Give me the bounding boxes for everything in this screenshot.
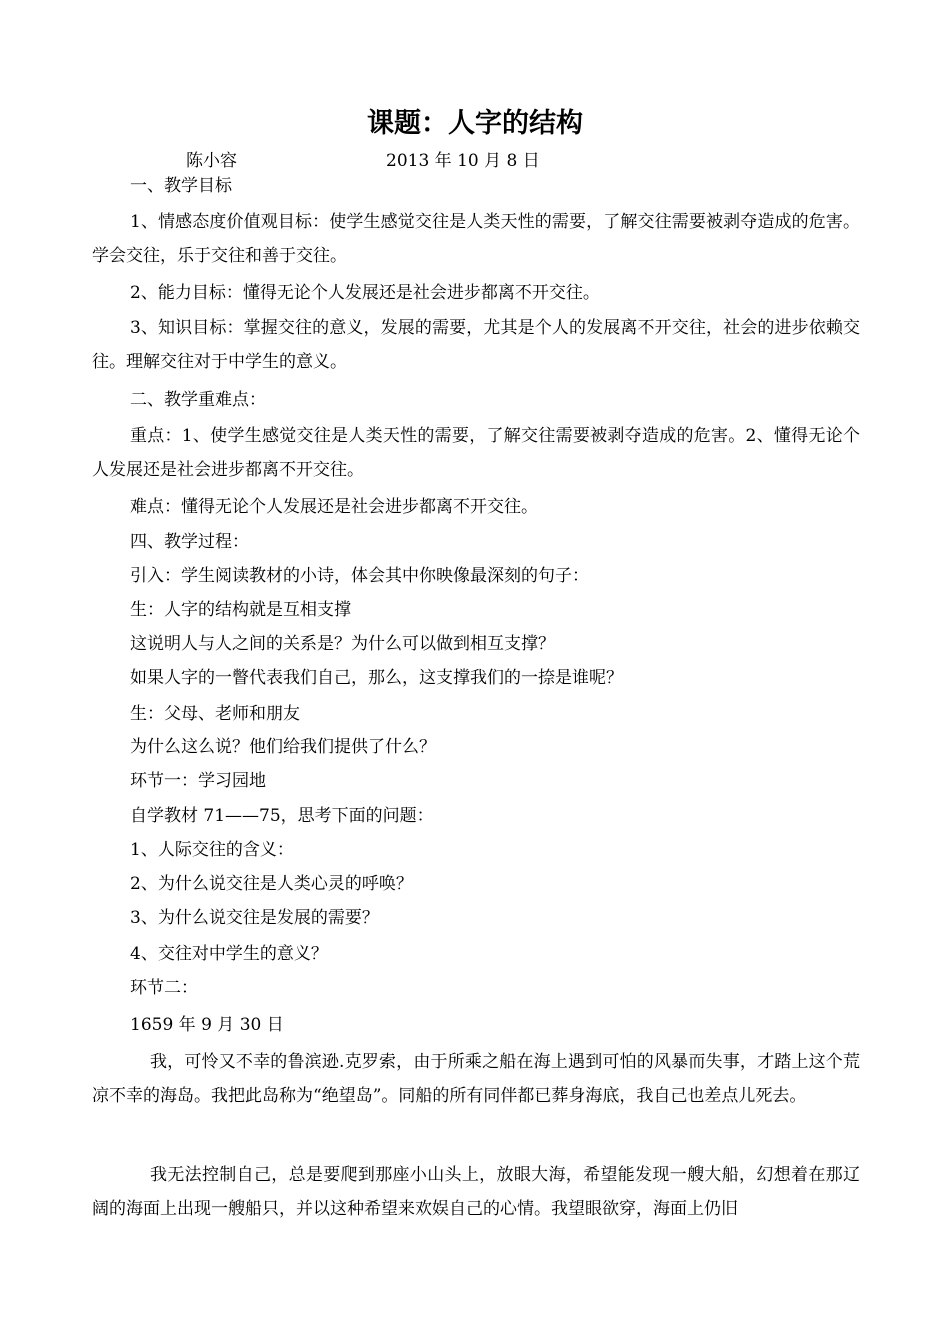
section-heading-objectives: 一、教学目标 (130, 176, 232, 196)
section-heading-key-points: 二、教学重难点： (130, 390, 266, 410)
paragraph: 自学教材 71——75，思考下面的问题： (130, 806, 434, 826)
paragraph: 生：父母、老师和朋友 (130, 704, 300, 724)
section-heading-process: 四、教学过程： (130, 532, 249, 552)
list-item: 4、交往对中学生的意义？ (130, 944, 328, 964)
author-name: 陈小容 (186, 151, 237, 171)
list-item: 2、为什么说交往是人类心灵的呼唤？ (130, 874, 413, 894)
paragraph: 我无法控制自己，总是要爬到那座小山头上，放眼大海，希望能发现一艘大船，幻想着在那辽阔的海面上出现一艘船只，并以这种希望来欢娱自己的心情。我望眼欲穿，海面上仍旧 (92, 1165, 860, 1219)
paragraph: 环节一：学习园地 (130, 771, 266, 791)
list-item: 3、为什么说交往是发展的需要？ (130, 908, 379, 928)
paragraph: 这说明人与人之间的关系是？为什么可以做到相互支撑？ (130, 634, 555, 654)
paragraph: 生：人字的结构就是互相支撑 (130, 600, 351, 620)
paragraph: 重点：1、使学生感觉交往是人类天性的需要，了解交往需要被剥夺造成的危害。2、懂得无论个人发展还是社会进步都离不开交往。 (92, 426, 860, 480)
paragraph: 环节二： (130, 978, 198, 998)
list-item: 1、人际交往的含义： (130, 840, 294, 860)
diary-date: 1659 年 9 月 30 日 (130, 1015, 284, 1035)
paragraph: 1、情感态度价值观目标：使学生感觉交往是人类天性的需要，了解交往需要被剥夺造成的危害。学会交往，乐于交往和善于交往。 (92, 212, 860, 266)
paragraph: 引入：学生阅读教材的小诗，体会其中你映像最深刻的句子： (130, 566, 589, 586)
paragraph: 我，可怜又不幸的鲁滨逊.克罗索，由于所乘之船在海上遇到可怕的风暴而失事，才踏上这个荒凉不幸的海岛。我把此岛称为“绝望岛”。同船的所有同伴都已葬身海底，我自己也差点儿死去。 (92, 1052, 860, 1106)
paragraph: 3、知识目标：掌握交往的意义，发展的需要，尤其是个人的发展离不开交往，社会的进步依赖交往。理解交往对于中学生的意义。 (92, 318, 860, 372)
lesson-date: 2013 年 10 月 8 日 (386, 151, 540, 171)
paragraph: 如果人字的一瞥代表我们自己，那么，这支撑我们的一捺是谁呢？ (130, 668, 623, 688)
page-title: 课题：人字的结构 (367, 108, 583, 139)
paragraph: 2、能力目标：懂得无论个人发展还是社会进步都离不开交往。 (130, 283, 600, 303)
paragraph: 为什么这么说？他们给我们提供了什么？ (130, 737, 436, 757)
paragraph: 难点：懂得无论个人发展还是社会进步都离不开交往。 (130, 497, 538, 517)
